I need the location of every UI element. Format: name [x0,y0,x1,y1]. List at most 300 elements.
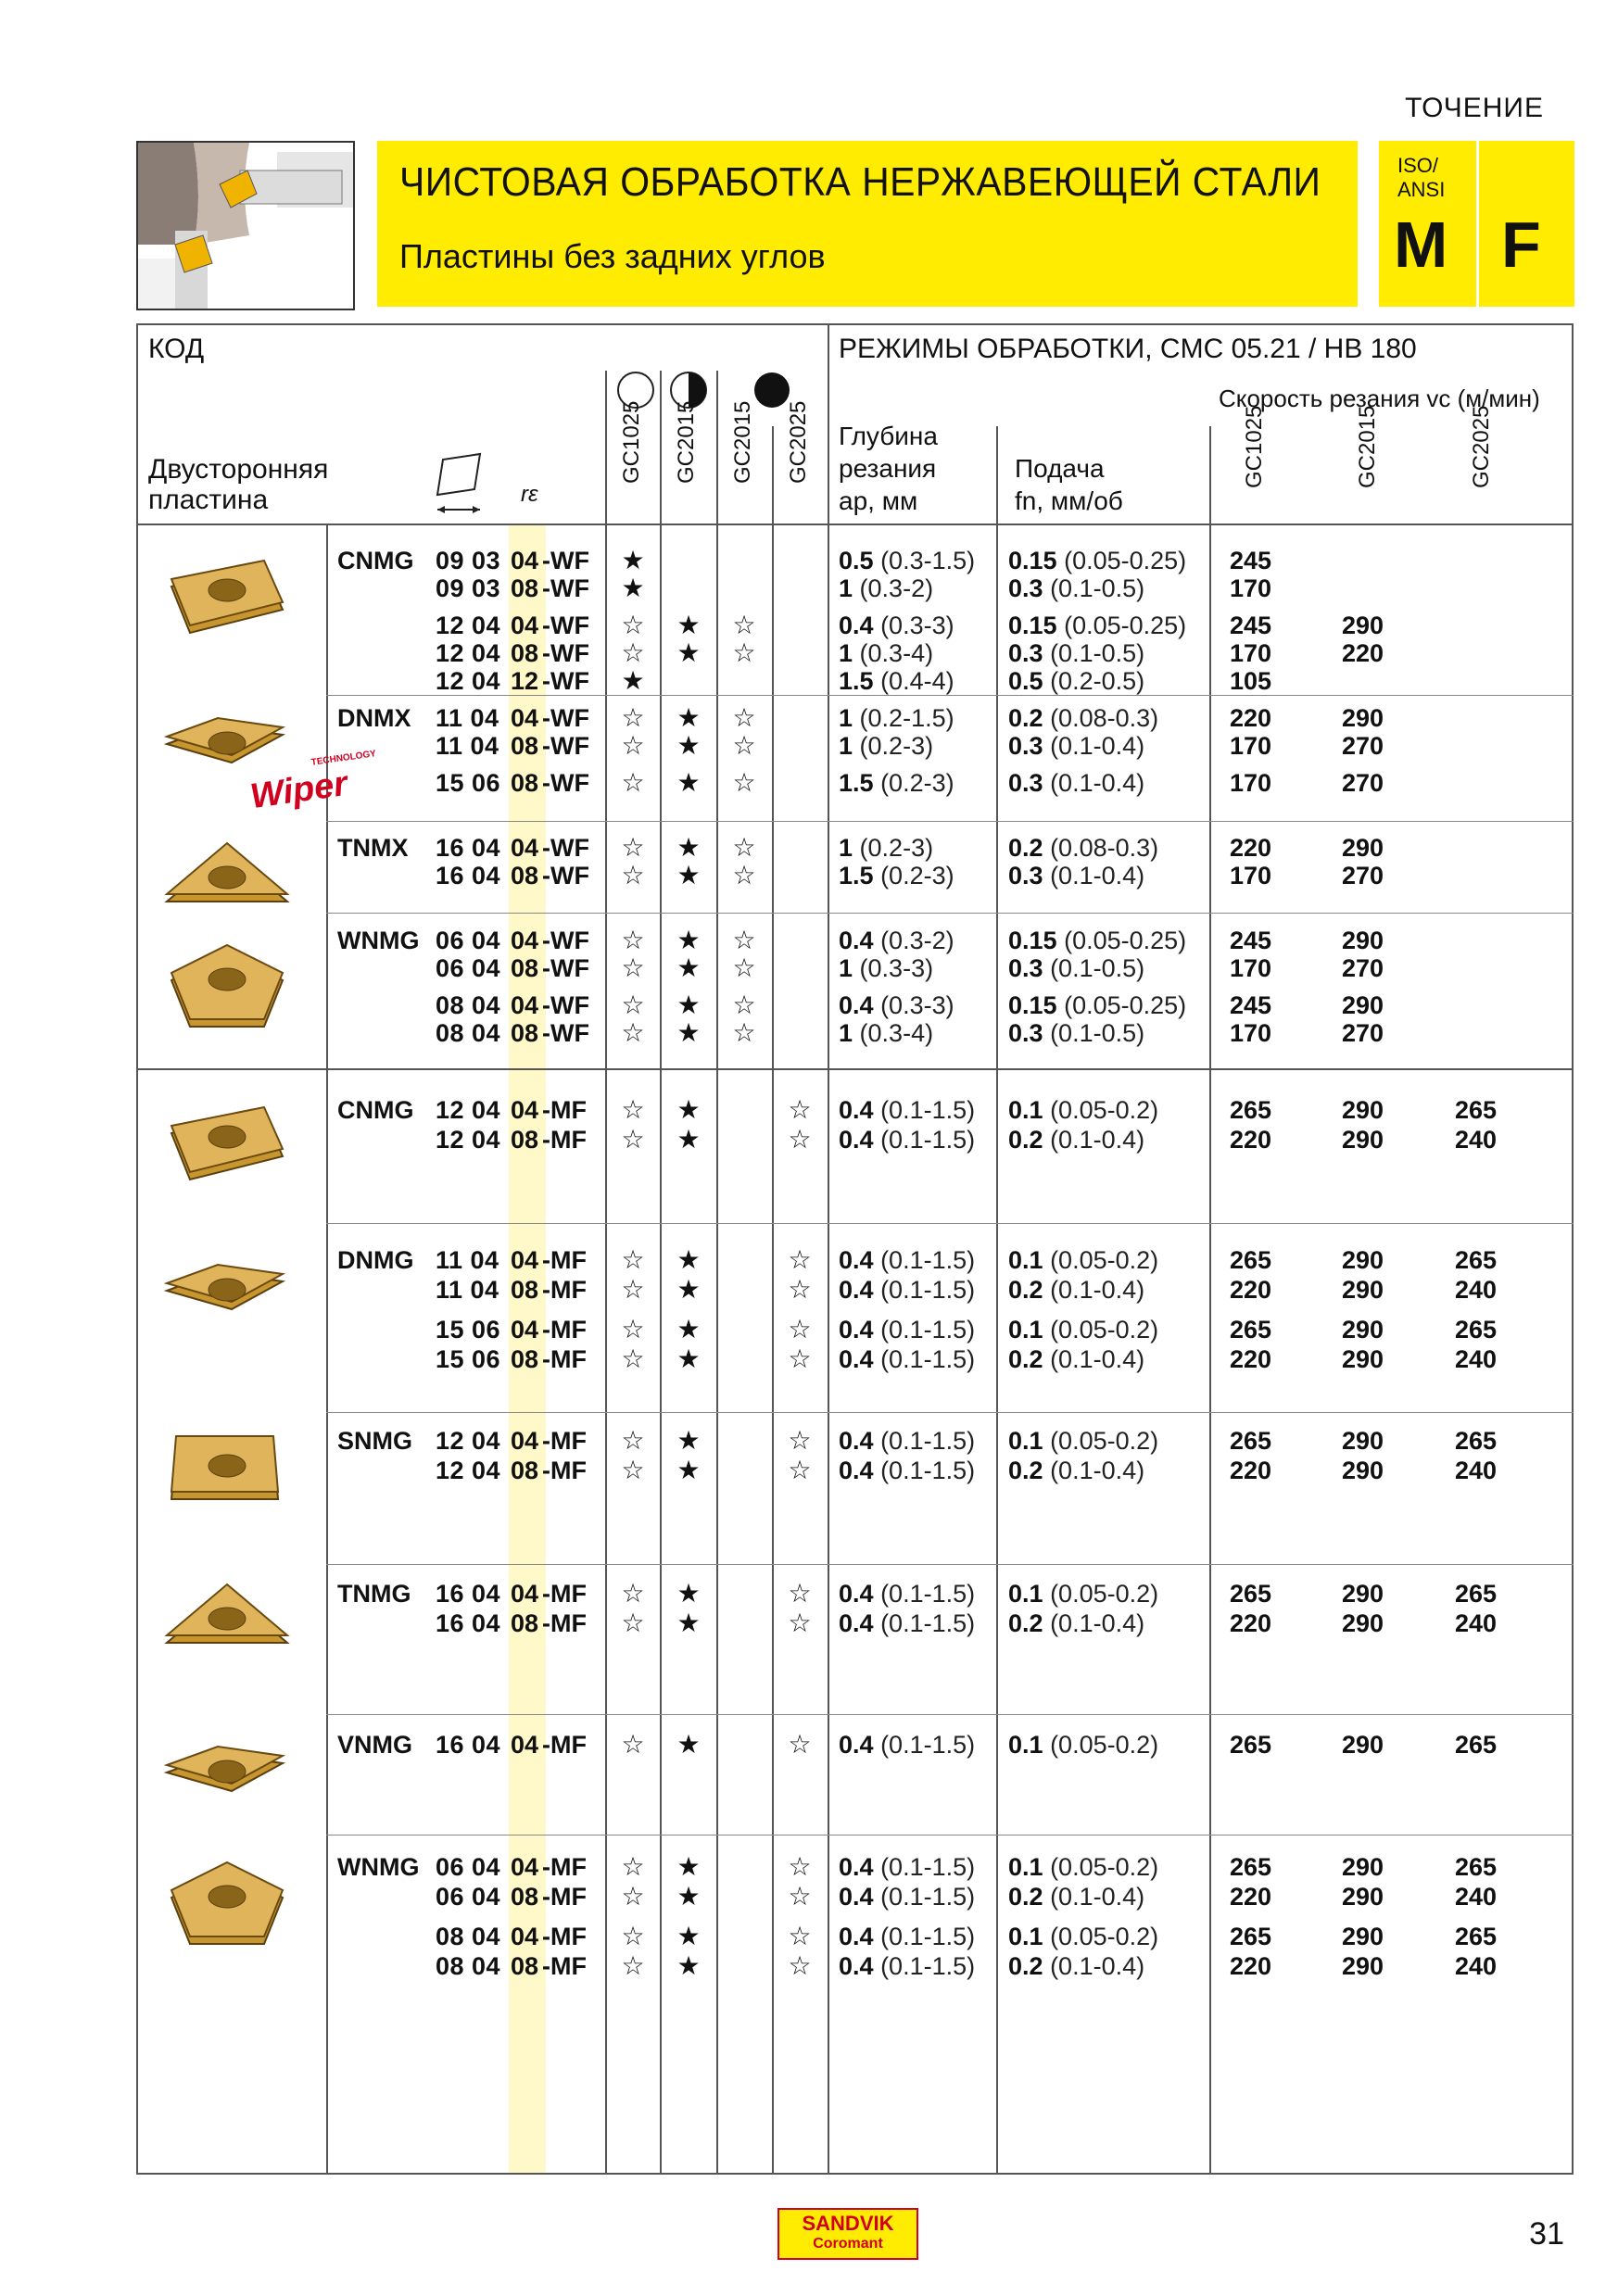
feed-value: 0.1 [1008,1731,1043,1759]
feed-rate [1008,574,1144,602]
alternative-star-icon: ☆ [788,1730,812,1759]
geometry-suffix: -WF [542,991,589,1019]
geometry-suffix: -WF [542,732,589,760]
cut-depth-value: 1 [839,954,853,982]
feed-range: (0.2-0.5) [1050,667,1145,695]
speed-gc1025: 245 [1230,927,1272,954]
insert-type: CNMG [337,547,414,574]
cut-depth [839,1019,933,1047]
grade-header-gc2015 [674,400,702,510]
cut-depth [839,1923,975,1950]
speed-gc2015: 290 [1342,1923,1384,1950]
cut-depth-value: 1 [839,704,853,732]
page-subtitle: Пластины без задних углов [399,237,826,275]
alternative-star-icon: ☆ [732,861,756,889]
cut-depth [839,574,933,602]
alternative-star-icon: ☆ [621,1095,645,1124]
speed-gc2025: 265 [1455,1853,1498,1881]
geometry-suffix: -WF [542,704,589,732]
feed-rate [1008,1019,1144,1047]
feed-value: 0.1 [1008,1427,1043,1455]
alternative-star-icon: ☆ [788,1344,812,1373]
corner-radius: 08 [511,954,539,982]
recommended-star-icon: ★ [676,861,701,889]
cut-depth [839,732,933,760]
feed-value: 0.2 [1008,1883,1043,1911]
feed-rate [1008,1096,1158,1124]
double-sided-label-2: пластина [148,485,269,515]
recommended-star-icon: ★ [676,1315,701,1344]
speed-gc2025: 265 [1455,1427,1498,1455]
corner-radius: 04 [511,1580,539,1608]
cut-depth-value: 1 [839,574,853,602]
insert-size: 12 04 [436,1126,501,1154]
feed-rate [1008,1457,1144,1484]
speed-gc1025: 265 [1230,1580,1272,1608]
cut-depth-value: 1 [839,732,853,760]
geometry-suffix: -MF [542,1952,587,1980]
insert-size: 08 04 [436,991,501,1019]
cut-depth-range: (0.1-1.5) [880,1246,976,1274]
insert-shape-icon [436,452,482,522]
cut-depth-value: 0.4 [839,1580,874,1608]
speed-gc2015: 290 [1342,1457,1384,1484]
speed-gc1025: 220 [1230,1952,1272,1980]
cut-depth-range: (0.3-3) [880,991,954,1019]
alternative-star-icon: ☆ [732,833,756,862]
feed-rate [1008,862,1144,889]
cut-depth-range: (0.1-1.5) [880,1427,976,1455]
alternative-star-icon: ☆ [621,1922,645,1950]
insert-image [162,1858,297,1955]
recommended-star-icon: ★ [676,638,701,667]
cut-depth-range: (0.1-1.5) [880,1731,976,1759]
geometry-suffix: -WF [542,667,589,695]
cut-depth-range: (0.2-3) [880,862,954,889]
cut-depth-range: (0.1-1.5) [880,1952,976,1980]
feed-value: 0.15 [1008,547,1057,574]
geometry-suffix: -MF [542,1580,587,1608]
alternative-star-icon: ☆ [788,1125,812,1154]
speed-gc1025: 220 [1230,1126,1272,1154]
feed-value: 0.1 [1008,1923,1043,1950]
speed-gc2015: 290 [1342,1853,1384,1881]
cut-depth-value: 0.4 [839,1427,874,1455]
speed-gc2015: 290 [1342,1316,1384,1344]
cut-depth-range: (0.1-1.5) [880,1853,976,1881]
geometry-suffix: -WF [542,547,589,574]
divider [828,323,829,2175]
insert-size: 12 04 [436,639,501,667]
grade-label: GC2015 [674,400,699,484]
brand-sub: Coromant [813,2236,883,2252]
geometry-suffix: -MF [542,1457,587,1484]
corner-radius: 08 [511,1126,539,1154]
corner-radius: 08 [511,639,539,667]
geometry-suffix: -MF [542,1883,587,1911]
geometry-suffix: -WF [542,639,589,667]
alternative-star-icon: ☆ [732,638,756,667]
recommended-star-icon: ★ [676,703,701,732]
geometry-suffix: -MF [542,1246,587,1274]
speed-gc1025: 220 [1230,1345,1272,1373]
feed-range: (0.05-0.2) [1050,1246,1159,1274]
cut-depth [839,1609,975,1637]
cut-depth [839,1096,975,1124]
feed-value: 0.15 [1008,991,1057,1019]
speed-gc1025: 265 [1230,1427,1272,1455]
speed-gc2025: 240 [1455,1126,1498,1154]
feed-rate [1008,547,1186,574]
speed-gc1025: 105 [1230,667,1272,695]
alternative-star-icon: ☆ [788,1922,812,1950]
alternative-star-icon: ☆ [621,768,645,797]
feed-value: 0.2 [1008,1345,1043,1373]
feed-range: (0.05-0.25) [1064,547,1187,574]
cut-depth [839,1731,975,1759]
corner-radius: 12 [511,667,539,695]
feed-value: 0.5 [1008,667,1043,695]
feed-range: (0.1-0.4) [1050,1126,1145,1154]
alternative-star-icon: ☆ [621,638,645,667]
wiper-text: Wiper [247,763,350,817]
feed-rate [1008,612,1186,639]
corner-radius: 08 [511,1952,539,1980]
feed-value: 0.2 [1008,704,1043,732]
speed-grade-gc2025 [1469,405,1497,514]
feed-value: 0.3 [1008,954,1043,982]
wiper-tag: TECHNOLOGY [310,749,377,768]
geometry-suffix: -MF [542,1276,587,1304]
cut-depth [839,704,954,732]
speed-gc1025: 220 [1230,834,1272,862]
alternative-star-icon: ☆ [732,768,756,797]
recommended-star-icon: ★ [676,1730,701,1759]
insert-type: WNMG [337,1853,420,1881]
speed-gc2015: 290 [1342,1246,1384,1274]
feed-value: 0.15 [1008,612,1057,639]
feed-value: 0.3 [1008,769,1043,797]
alternative-star-icon: ☆ [621,861,645,889]
insert-size: 15 06 [436,769,501,797]
brand-name: SANDVIK [802,2212,894,2235]
recommended-star-icon: ★ [676,1095,701,1124]
geometry-suffix: -MF [542,1126,587,1154]
insert-image [162,551,297,649]
recommended-star-icon: ★ [621,546,645,574]
recommended-star-icon: ★ [676,1608,701,1637]
corner-radius: 08 [511,1019,539,1047]
speed-gc2025: 265 [1455,1316,1498,1344]
feed-range: (0.1-0.5) [1050,639,1145,667]
alternative-star-icon: ☆ [621,953,645,982]
cut-depth-value: 0.4 [839,1276,874,1304]
speed-gc1025: 220 [1230,1609,1272,1637]
corner-radius: 04 [511,1731,539,1759]
insert-size: 16 04 [436,1731,501,1759]
insert-size: 12 04 [436,1096,501,1124]
feed-rate [1008,667,1144,695]
insert-size: 11 04 [436,732,499,760]
feed-label: Подача [1015,454,1105,483]
speed-gc1025: 170 [1230,862,1272,889]
cut-depth [839,1883,975,1911]
iso-badge [1379,141,1574,307]
speed-gc2015: 290 [1342,927,1384,954]
speed-gc1025: 265 [1230,1096,1272,1124]
cut-depth [839,1853,975,1881]
corner-radius: 04 [511,547,539,574]
feed-rate [1008,1883,1144,1911]
insert-image [162,1427,297,1524]
speed-gc2025: 265 [1455,1731,1498,1759]
insert-size: 12 04 [436,1427,501,1455]
divider [772,426,774,2175]
alternative-star-icon: ☆ [621,926,645,954]
speed-gc2025: 265 [1455,1580,1498,1608]
feed-value: 0.2 [1008,1457,1043,1484]
speed-gc1025: 245 [1230,612,1272,639]
depth-label-3: ap, мм [839,486,918,515]
cut-depth-range: (0.1-1.5) [880,1276,976,1304]
grade-label: GC2015 [1355,405,1380,488]
speed-grade-gc2015 [1355,405,1383,514]
geometry-suffix: -WF [542,574,589,602]
corner-radius: 04 [511,704,539,732]
alternative-star-icon: ☆ [788,1245,812,1274]
speed-gc2015: 270 [1342,862,1384,889]
feed-range: (0.1-0.4) [1050,862,1145,889]
feed-value: 0.2 [1008,1126,1043,1154]
insert-size: 12 04 [436,612,501,639]
grade-header-gc1025 [619,400,647,510]
row-rule [326,1564,1574,1565]
geometry-suffix: -WF [542,834,589,862]
speed-header: Скорость резания vc (м/мин) [1219,385,1540,412]
corner-radius: 04 [511,927,539,954]
speed-gc2015: 290 [1342,1609,1384,1637]
insert-image [162,1580,297,1677]
speed-gc2025: 240 [1455,1276,1498,1304]
cut-depth [839,954,933,982]
feed-value: 0.15 [1008,927,1057,954]
feed-range: (0.1-0.4) [1050,1345,1145,1373]
feed-rate [1008,1345,1144,1373]
alternative-star-icon: ☆ [621,1456,645,1484]
iso-divider [1476,141,1479,307]
cut-depth-value: 0.4 [839,1457,874,1484]
alternative-star-icon: ☆ [621,833,645,862]
corner-radius: 08 [511,1345,539,1373]
cut-depth-range: (0.1-1.5) [880,1883,976,1911]
feed-value: 0.1 [1008,1316,1043,1344]
feed-rate [1008,1126,1144,1154]
feed-range: (0.08-0.3) [1050,834,1159,862]
insert-size: 08 04 [436,1923,501,1950]
feed-range: (0.1-0.4) [1050,1457,1145,1484]
grade-label: GC1025 [1242,405,1267,488]
alternative-star-icon: ☆ [621,1245,645,1274]
geometry-suffix: -WF [542,862,589,889]
modes-header: РЕЖИМЫ ОБРАБОТКИ, CMC 05.21 / HB 180 [839,334,1417,364]
alternative-star-icon: ☆ [788,1426,812,1455]
row-rule [326,821,1574,822]
sandvik-logo [777,2208,918,2260]
feed-range: (0.05-0.25) [1064,927,1187,954]
cut-depth-range: (0.3-2) [880,927,954,954]
row-rule [326,1412,1574,1413]
alternative-star-icon: ☆ [732,1018,756,1047]
insert-type: WNMG [337,927,420,954]
cut-depth [839,1427,975,1455]
corner-radius: 08 [511,769,539,797]
feed-rate [1008,927,1186,954]
cut-depth-range: (0.1-1.5) [880,1316,976,1344]
geometry-suffix: -MF [542,1609,587,1637]
insert-size: 09 03 [436,547,501,574]
iso-label-line1: ISO/ [1397,154,1439,177]
alternative-star-icon: ☆ [788,1882,812,1911]
geometry-suffix: -MF [542,1853,587,1881]
corner-radius: 08 [511,574,539,602]
insert-size: 16 04 [436,834,501,862]
corner-radius: 04 [511,612,539,639]
grade-label: GC2025 [786,400,811,484]
feed-rate [1008,1316,1158,1344]
feed-range: (0.1-0.4) [1050,1276,1145,1304]
recommended-star-icon: ★ [676,1579,701,1608]
insert-size: 06 04 [436,954,501,982]
insert-image [162,1098,297,1195]
feed-value: 0.3 [1008,732,1043,760]
corner-radius: 04 [511,1427,539,1455]
cut-depth-value: 0.4 [839,1883,874,1911]
feed-value: 0.2 [1008,1276,1043,1304]
cut-depth-range: (0.1-1.5) [880,1126,976,1154]
feed-rate [1008,991,1186,1019]
alternative-star-icon: ☆ [732,703,756,732]
recommended-star-icon: ★ [621,574,645,602]
page-number: 31 [1529,2216,1564,2252]
speed-gc2015: 290 [1342,1096,1384,1124]
feed-range: (0.05-0.2) [1050,1316,1159,1344]
feed-range: (0.05-0.2) [1050,1923,1159,1950]
page-title: ЧИСТОВАЯ ОБРАБОТКА НЕРЖАВЕЮЩЕЙ СТАЛИ [399,159,1321,205]
feed-range: (0.1-0.5) [1050,574,1145,602]
alternative-star-icon: ☆ [788,1951,812,1980]
corner-radius: 08 [511,732,539,760]
corner-radius: 04 [511,1246,539,1274]
row-rule [326,1223,1574,1224]
insert-image [162,940,297,1038]
corner-radius: 04 [511,1096,539,1124]
turning-illustration [136,141,355,310]
row-rule [326,1714,1574,1715]
recommended-star-icon: ★ [676,768,701,797]
feed-value: 0.3 [1008,574,1043,602]
corner-radius: 04 [511,834,539,862]
geometry-suffix: -WF [542,1019,589,1047]
cut-depth-range: (0.3-3) [859,954,934,982]
insert-image [162,1733,297,1830]
row-rule [326,1835,1574,1836]
corner-radius: 04 [511,1923,539,1950]
speed-gc2025: 240 [1455,1457,1498,1484]
insert-size: 11 04 [436,704,499,732]
cut-depth-value: 1.5 [839,769,874,797]
corner-radius: 04 [511,991,539,1019]
cut-depth-range: (0.3-2) [859,574,934,602]
speed-gc2015: 270 [1342,1019,1384,1047]
insert-size: 11 04 [436,1246,499,1274]
cut-depth-range: (0.4-4) [880,667,954,695]
section-rule [136,1068,1574,1070]
recommended-star-icon: ★ [621,666,645,695]
feed-rate [1008,1853,1158,1881]
cut-depth [839,991,954,1019]
cut-depth-value: 0.4 [839,1345,874,1373]
speed-gc2015: 270 [1342,732,1384,760]
speed-gc2025: 240 [1455,1883,1498,1911]
iso-operation: F [1501,208,1541,281]
cut-depth-range: (0.2-3) [880,769,954,797]
recommended-star-icon: ★ [676,953,701,982]
feed-rate [1008,1952,1144,1980]
cut-depth-value: 0.5 [839,547,874,574]
feed-value: 0.2 [1008,1952,1043,1980]
recommended-star-icon: ★ [676,611,701,639]
cut-depth [839,547,975,574]
cut-depth [839,1126,975,1154]
alternative-star-icon: ☆ [621,1951,645,1980]
cut-depth-range: (0.3-1.5) [880,547,976,574]
grade-label: GC2025 [1469,405,1494,488]
cut-depth-range: (0.1-1.5) [880,1580,976,1608]
feed-range: (0.1-0.4) [1050,1883,1145,1911]
speed-gc2015: 290 [1342,1580,1384,1608]
speed-gc2025: 265 [1455,1096,1498,1124]
geometry-suffix: -WF [542,612,589,639]
alternative-star-icon: ☆ [621,1344,645,1373]
cut-depth [839,1457,975,1484]
feed-range: (0.05-0.25) [1064,612,1187,639]
cut-depth-value: 0.4 [839,1126,874,1154]
corner-radius: 08 [511,1457,539,1484]
recommended-star-icon: ★ [676,1275,701,1304]
feed-rate [1008,704,1158,732]
alternative-star-icon: ☆ [621,1882,645,1911]
speed-gc2015: 290 [1342,834,1384,862]
header-rule [136,524,1574,525]
speed-gc2015: 290 [1342,704,1384,732]
cut-depth-value: 0.4 [839,1923,874,1950]
speed-gc1025: 245 [1230,547,1272,574]
feed-value: 0.2 [1008,1609,1043,1637]
cut-depth-range: (0.3-4) [859,639,934,667]
speed-gc2015: 290 [1342,1427,1384,1455]
cut-depth-range: (0.2-3) [859,732,934,760]
iso-material: M [1394,208,1448,281]
feed-range: (0.05-0.2) [1050,1731,1159,1759]
cut-depth [839,769,954,797]
speed-gc1025: 220 [1230,1276,1272,1304]
speed-grade-gc1025 [1242,405,1270,514]
recommended-star-icon: ★ [676,1922,701,1950]
grade-label: GC1025 [619,400,644,484]
cut-depth [839,667,954,695]
geometry-suffix: -WF [542,927,589,954]
cut-depth [839,1316,975,1344]
